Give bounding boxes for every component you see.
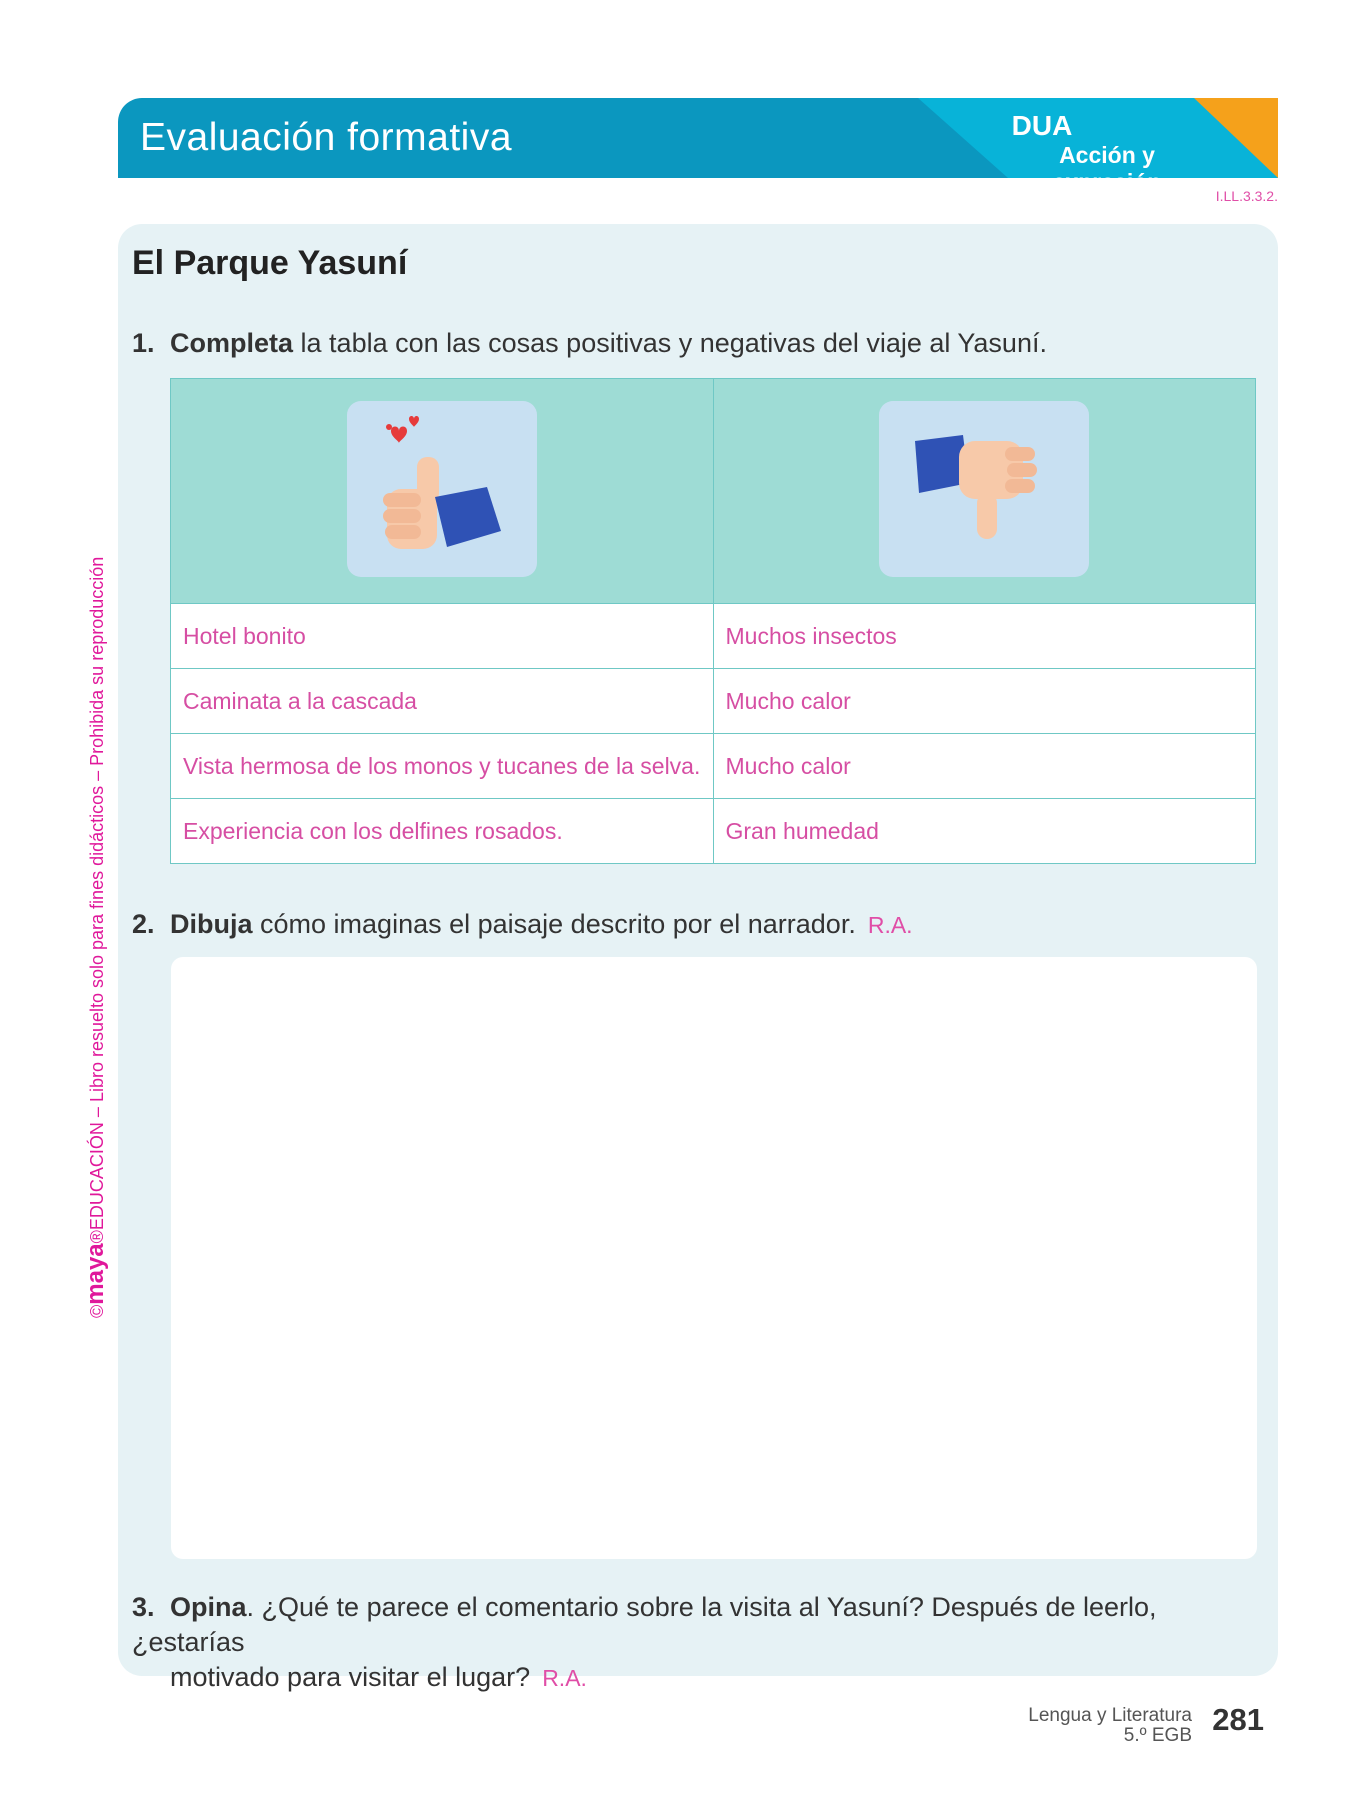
copyright-symbol: © [87, 1304, 107, 1318]
question-text-cont-text: motivado para visitar el lugar? [170, 1662, 531, 1692]
table-row [171, 734, 1256, 799]
thumbs-up-icon [347, 401, 537, 577]
question-3 [132, 1590, 1262, 1696]
positive-cell: Hotel bonito [171, 604, 714, 669]
table-row [171, 799, 1256, 864]
positive-header-cell [171, 379, 714, 604]
negative-header-cell [713, 379, 1256, 604]
question-verb: Opina [170, 1592, 247, 1622]
negative-cell: Muchos insectos [713, 604, 1256, 669]
answer-ra: R.A. [542, 1665, 587, 1691]
dua-title: DUA [1011, 110, 1073, 141]
question-text: cómo imaginas el paisaje descrito por el narrador. [252, 909, 856, 939]
question-number: 1. [132, 328, 155, 358]
copyright-side-note [82, 478, 110, 1318]
positive-cell: Vista hermosa de los monos y tucanes de la selva. [171, 734, 714, 799]
table-row [171, 669, 1256, 734]
thumbs-down-icon [879, 401, 1089, 577]
positive-cell: Caminata a la cascada [171, 669, 714, 734]
question-1 [132, 326, 1262, 361]
question-text: la tabla con las cosas positivas y negativas del viaje al Yasuní. [293, 328, 1047, 358]
question-verb: Completa [170, 328, 294, 358]
answer-ra: R.A. [867, 912, 913, 938]
header-title: Evaluación formativa [140, 116, 513, 159]
question-number: 3. [132, 1592, 155, 1622]
table-row [171, 604, 1256, 669]
question-text-cont [132, 1660, 1262, 1696]
indicator-code: I.LL.3.3.2. [1215, 188, 1278, 204]
negative-cell: Gran humedad [713, 799, 1256, 864]
copyright-text: ®EDUCACIÓN – Libro resuelto solo para fines didácticos – Prohibida su reproducción [87, 556, 107, 1244]
brand-logo: maya [82, 1243, 109, 1305]
question-2 [132, 907, 1262, 943]
drawing-area[interactable] [171, 957, 1257, 1559]
negative-cell: Mucho calor [713, 669, 1256, 734]
question-text: . ¿Qué te parece el comentario sobre la visita al Yasuní? Después de leerlo, ¿estarías [132, 1592, 1157, 1657]
question-verb: Dibuja [170, 909, 253, 939]
dua-subtitle: Acción y expresión [1052, 142, 1162, 195]
footer-subject [1028, 1706, 1192, 1746]
header-banner [118, 98, 1278, 195]
question-number: 2. [132, 909, 155, 939]
activity-panel [118, 224, 1278, 1692]
subject-name: Lengua y Literatura [1028, 1705, 1192, 1726]
section-title: El Parque Yasuní [132, 244, 408, 282]
grade-level: 5.º EGB [1123, 1725, 1192, 1746]
page-number: 281 [1212, 1702, 1264, 1737]
positive-cell: Experiencia con los delfines rosados. [171, 799, 714, 864]
negative-cell: Mucho calor [713, 734, 1256, 799]
positives-negatives-table [170, 378, 1256, 864]
